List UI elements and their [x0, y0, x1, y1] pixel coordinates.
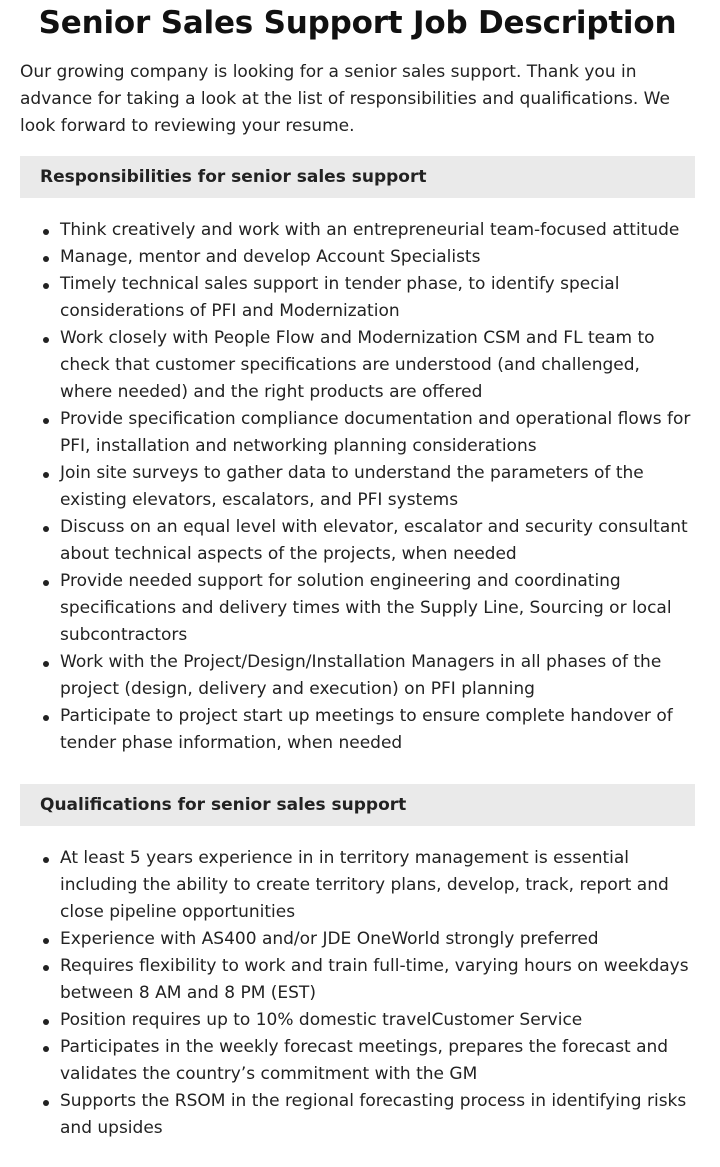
list-item: Work closely with People Flow and Modernization CSM and FL team to check that customer specifications are understood (and challenged, where needed) and the right products are offered: [60, 325, 695, 406]
list-item: Participates in the weekly forecast meetings, prepares the forecast and validates the country’s commitment with the GM: [60, 1034, 695, 1088]
list-item: Provide needed support for solution engineering and coordinating specifications and delivery times with the Supply Line, Sourcing or local subcontractors: [60, 568, 695, 649]
list-item: Requires flexibility to work and train full-time, varying hours on weekdays between 8 AM and 8 PM (EST): [60, 953, 695, 1007]
qualifications-heading: Qualifications for senior sales support: [20, 784, 695, 826]
list-item: Provide specification compliance documentation and operational flows for PFI, installation and networking planning considerations: [60, 406, 695, 460]
list-item: Discuss on an equal level with elevator, escalator and security consultant about technical aspects of the projects, when needed: [60, 514, 695, 568]
list-item: Timely technical sales support in tender phase, to identify special considerations of PFI and Modernization: [60, 271, 695, 325]
list-item: Participate to project start up meetings to ensure complete handover of tender phase information, when needed: [60, 703, 695, 757]
job-description-page: [0, 2, 715, 1142]
list-item: Supports the RSOM in the regional forecasting process in identifying risks and upsides: [60, 1088, 695, 1142]
list-item: At least 5 years experience in in territory management is essential including the ability to create territory plans, develop, track, report and close pipeline opportunities: [60, 845, 695, 926]
list-item: Position requires up to 10% domestic travelCustomer Service: [60, 1007, 695, 1034]
responsibilities-list: [20, 217, 695, 757]
responsibilities-heading: Responsibilities for senior sales support: [20, 156, 695, 198]
list-item: Think creatively and work with an entrepreneurial team-focused attitude: [60, 217, 695, 244]
qualifications-list: [20, 845, 695, 1142]
list-item: Manage, mentor and develop Account Specialists: [60, 244, 695, 271]
list-item: Work with the Project/Design/Installation Managers in all phases of the project (design, delivery and execution) on PFI planning: [60, 649, 695, 703]
page-title: Senior Sales Support Job Description: [38, 5, 677, 41]
intro-paragraph: Our growing company is looking for a senior sales support. Thank you in advance for taking a look at the list of responsibilities and qualifications. We look forward to reviewing your resume.: [20, 62, 670, 136]
section-spacer: [20, 757, 695, 768]
list-item: Join site surveys to gather data to understand the parameters of the existing elevators, escalators, and PFI systems: [60, 460, 695, 514]
list-item: Experience with AS400 and/or JDE OneWorld strongly preferred: [60, 926, 695, 953]
